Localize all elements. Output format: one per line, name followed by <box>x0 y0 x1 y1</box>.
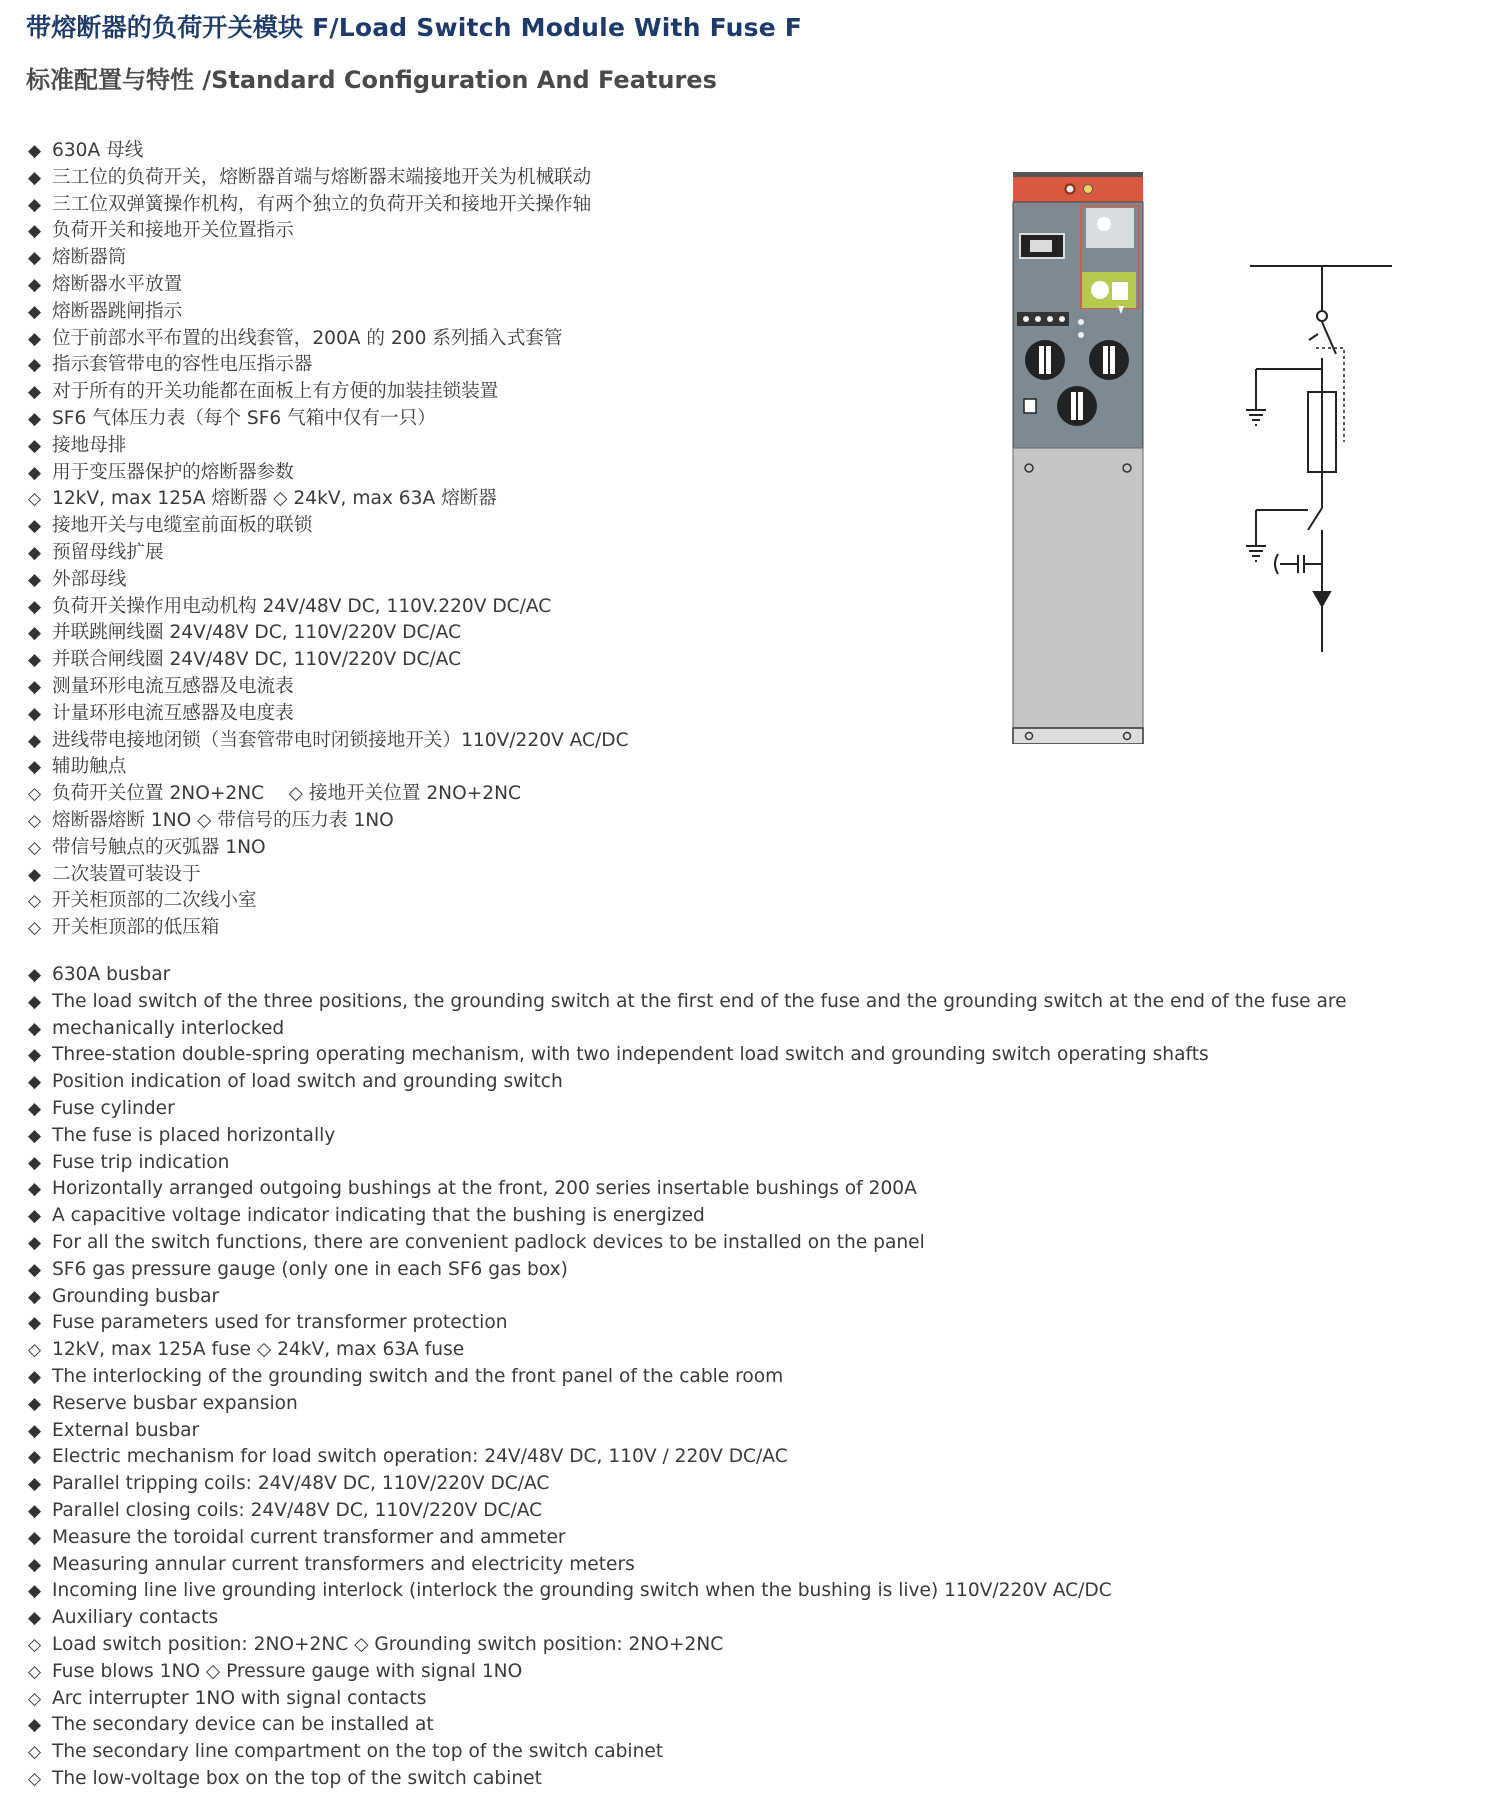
indicator-lamp-yellow <box>1084 185 1093 194</box>
en-feature-text: For all the switch functions, there are convenient padlock devices to be installed on the panel <box>52 1231 925 1253</box>
zh-feature-text: 负荷开关位置 2NO+2NC ◇ 接地开关位置 2NO+2NC <box>52 783 522 805</box>
filled-diamond-icon: ◆ <box>28 248 42 269</box>
filled-diamond-icon: ◆ <box>28 516 42 537</box>
filled-diamond-icon: ◆ <box>28 1313 42 1334</box>
filled-diamond-icon: ◆ <box>28 382 42 403</box>
filled-diamond-icon: ◆ <box>28 1393 42 1414</box>
filled-diamond-icon: ◆ <box>28 1420 42 1441</box>
zh-feature-text: 熔断器跳闸指示 <box>52 300 183 322</box>
zh-feature-text: 熔断器筒 <box>52 247 127 269</box>
mimic-diagram-box <box>1086 208 1134 248</box>
zh-feature-text: 负荷开关操作用电动机构 24V/48V DC, 110V.220V DC/AC <box>52 595 552 617</box>
en-feature-text: Fuse trip indication <box>52 1151 230 1173</box>
en-feature-item <box>28 1739 1347 1766</box>
zh-feature-text: 预留母线扩展 <box>52 541 164 563</box>
zh-feature-item <box>28 272 629 299</box>
zh-feature-text: 负荷开关和接地开关位置指示 <box>52 220 294 242</box>
en-feature-text: Grounding busbar <box>52 1285 220 1307</box>
en-feature-item <box>28 1150 1347 1177</box>
en-feature-text: A capacitive voltage indicator indicating that the bushing is energized <box>52 1205 705 1227</box>
en-feature-item <box>28 1123 1347 1150</box>
zh-feature-item <box>28 513 629 540</box>
zh-feature-item <box>28 674 629 701</box>
filled-diamond-icon: ◆ <box>28 1125 42 1146</box>
filled-diamond-icon: ◆ <box>28 757 42 778</box>
en-feature-text: Horizontally arranged outgoing bushings at the front, 200 series insertable bushings of 200A <box>52 1178 917 1200</box>
filled-diamond-icon: ◆ <box>28 274 42 295</box>
en-feature-text: Position indication of load switch and grounding switch <box>52 1071 563 1093</box>
hollow-diamond-icon: ◇ <box>28 891 42 912</box>
zh-feature-text: 12kV, max 125A 熔断器 ◇ 24kV, max 63A 熔断器 <box>52 488 497 510</box>
zh-feature-text: 进线带电接地闭锁（当套管带电时闭锁接地开关）110V/220V AC/DC <box>52 729 629 751</box>
zh-feature-text: 并联合闸线圈 24V/48V DC, 110V/220V DC/AC <box>52 649 462 671</box>
hollow-diamond-icon: ◇ <box>28 784 42 805</box>
filled-diamond-icon: ◆ <box>28 623 42 644</box>
padlock-device <box>1024 399 1036 413</box>
en-feature-text: Electric mechanism for load switch operation: 24V/48V DC, 110V / 220V DC/AC <box>52 1446 788 1468</box>
en-feature-item <box>28 1391 1347 1418</box>
filled-diamond-icon: ◆ <box>28 355 42 376</box>
en-feature-text: Incoming line live grounding interlock (interlock the grounding switch when the bushing is live) 110V/220V AC/DC <box>52 1580 1112 1602</box>
zh-feature-text: 熔断器水平放置 <box>52 273 183 295</box>
en-feature-item <box>28 1096 1347 1123</box>
en-feature-text: Load switch position: 2NO+2NC ◇ Grounding switch position: 2NO+2NC <box>52 1633 724 1655</box>
filled-diamond-icon: ◆ <box>28 676 42 697</box>
cable-compartment-door <box>1013 448 1143 728</box>
filled-diamond-icon: ◆ <box>28 408 42 429</box>
zh-feature-text: 辅助触点 <box>52 756 127 778</box>
en-feature-text: The low-voltage box on the top of the switch cabinet <box>52 1767 542 1789</box>
en-feature-item <box>28 1418 1347 1445</box>
en-feature-item <box>28 1712 1347 1739</box>
filled-diamond-icon: ◆ <box>28 462 42 483</box>
en-feature-item <box>28 1525 1347 1552</box>
filled-diamond-icon: ◆ <box>28 991 42 1012</box>
en-feature-text: Reserve busbar expansion <box>52 1392 298 1414</box>
zh-feature-text: 630A 母线 <box>52 140 144 161</box>
zh-feature-item <box>28 218 629 245</box>
zh-feature-text: 计量环形电流互感器及电度表 <box>52 702 294 724</box>
en-feature-item <box>28 1203 1347 1230</box>
filled-diamond-icon: ◆ <box>28 1447 42 1468</box>
zh-feature-text: 熔断器熔断 1NO ◇ 带信号的压力表 1NO <box>52 809 394 831</box>
en-feature-text: Parallel tripping coils: 24V/48V DC, 110V/220V DC/AC <box>52 1473 550 1495</box>
en-feature-text: The interlocking of the grounding switch and the front panel of the cable room <box>52 1365 784 1387</box>
zh-feature-item <box>28 594 629 621</box>
capacitive-indicator-symbol <box>1275 554 1278 574</box>
zh-feature-item <box>28 379 629 406</box>
zh-feature-text: 开关柜顶部的二次线小室 <box>52 890 257 912</box>
filled-diamond-icon: ◆ <box>28 167 42 188</box>
en-feature-item <box>28 1444 1347 1471</box>
load-switch-blade <box>1322 322 1336 354</box>
zh-feature-text: 位于前部水平布置的出线套管，200A 的 200 系列插入式套管 <box>52 327 563 349</box>
filled-diamond-icon: ◆ <box>28 703 42 724</box>
earthing-switch-blade <box>1308 508 1322 530</box>
zh-feature-item <box>28 567 629 594</box>
zh-feature-item <box>28 406 629 433</box>
filled-diamond-icon: ◆ <box>28 864 42 885</box>
zh-feature-text: 外部母线 <box>52 568 127 590</box>
zh-feature-item <box>28 781 629 808</box>
indicator-lamp-red <box>1066 185 1075 194</box>
en-feature-item <box>28 1632 1347 1659</box>
filled-diamond-icon: ◆ <box>28 1554 42 1575</box>
zh-feature-text: 接地开关与电缆室前面板的联锁 <box>52 515 313 537</box>
en-feature-text: Measure the toroidal current transformer and ammeter <box>52 1526 566 1548</box>
zh-feature-item <box>28 888 629 915</box>
filled-diamond-icon: ◆ <box>28 435 42 456</box>
en-feature-text: The secondary device can be installed at <box>52 1714 434 1736</box>
en-feature-text: The secondary line compartment on the top of the switch cabinet <box>52 1741 664 1763</box>
mechanical-interlock-dotted <box>1316 348 1344 442</box>
en-feature-text: 630A busbar <box>52 964 171 985</box>
switchgear-cabinet-illustration <box>1008 172 1148 744</box>
en-feature-item <box>28 1230 1347 1257</box>
filled-diamond-icon: ◆ <box>28 1045 42 1066</box>
cabinet-top-strip <box>1013 176 1143 202</box>
page-title: 带熔断器的负荷开关模块 F/Load Switch Module With Fuse F <box>26 13 803 42</box>
hollow-diamond-icon: ◇ <box>28 1688 42 1709</box>
en-feature-item <box>28 1578 1347 1605</box>
zh-feature-text: 测量环形电流互感器及电流表 <box>52 675 294 697</box>
filled-diamond-icon: ◆ <box>28 1474 42 1495</box>
feature-list-english <box>28 962 1347 1793</box>
zh-feature-item <box>28 862 629 889</box>
hollow-diamond-icon: ◇ <box>28 489 42 510</box>
filled-diamond-icon: ◆ <box>28 965 42 985</box>
zh-feature-text: 对于所有的开关功能都在面板上有方便的加装挂锁装置 <box>52 381 499 403</box>
en-feature-text: 12kV, max 125A fuse ◇ 24kV, max 63A fuse <box>52 1339 465 1361</box>
en-feature-item <box>28 989 1347 1016</box>
filled-diamond-icon: ◆ <box>28 542 42 563</box>
en-feature-text: Fuse parameters used for transformer protection <box>52 1312 508 1334</box>
en-feature-text: mechanically interlocked <box>52 1017 285 1039</box>
filled-diamond-icon: ◆ <box>28 1715 42 1736</box>
zh-feature-item <box>28 433 629 460</box>
zh-feature-item <box>28 808 629 835</box>
en-feature-item <box>28 1016 1347 1043</box>
zh-feature-item <box>28 299 629 326</box>
filled-diamond-icon: ◆ <box>28 569 42 590</box>
filled-diamond-icon: ◆ <box>28 1581 42 1602</box>
zh-feature-item <box>28 245 629 272</box>
zh-feature-text: 二次装置可装设于 <box>52 863 201 885</box>
en-feature-text: The fuse is placed horizontally <box>52 1124 336 1146</box>
zh-feature-item <box>28 352 629 379</box>
en-feature-item <box>28 1498 1347 1525</box>
zh-feature-text: 指示套管带电的容性电压指示器 <box>52 354 313 376</box>
filled-diamond-icon: ◆ <box>28 1500 42 1521</box>
filled-diamond-icon: ◆ <box>28 221 42 242</box>
filled-diamond-icon: ◆ <box>28 1206 42 1227</box>
zh-feature-text: SF6 气体压力表（每个 SF6 气箱中仅有一只） <box>52 407 436 429</box>
en-feature-item <box>28 1337 1347 1364</box>
filled-diamond-icon: ◆ <box>28 301 42 322</box>
zh-feature-text: 开关柜顶部的低压箱 <box>52 917 220 939</box>
en-feature-item <box>28 1605 1347 1632</box>
filled-diamond-icon: ◆ <box>28 1259 42 1280</box>
en-feature-item <box>28 962 1347 989</box>
hollow-diamond-icon: ◇ <box>28 1742 42 1763</box>
zh-feature-item <box>28 620 629 647</box>
en-feature-item <box>28 1042 1347 1069</box>
filled-diamond-icon: ◆ <box>28 1152 42 1173</box>
filled-diamond-icon: ◆ <box>28 1179 42 1200</box>
en-feature-text: Parallel closing coils: 24V/48V DC, 110V/220V DC/AC <box>52 1499 543 1521</box>
filled-diamond-icon: ◆ <box>28 730 42 751</box>
zh-feature-text: 带信号触点的灭弧器 1NO <box>52 836 266 858</box>
hollow-diamond-icon: ◇ <box>28 1634 42 1655</box>
en-feature-item <box>28 1659 1347 1686</box>
zh-feature-text: 并联跳闸线圈 24V/48V DC, 110V/220V DC/AC <box>52 622 462 644</box>
zh-feature-item <box>28 915 629 942</box>
filled-diamond-icon: ◆ <box>28 1286 42 1307</box>
hollow-diamond-icon: ◇ <box>28 918 42 939</box>
zh-feature-item <box>28 540 629 567</box>
filled-diamond-icon: ◆ <box>28 1098 42 1119</box>
en-feature-item <box>28 1257 1347 1284</box>
zh-feature-text: 用于变压器保护的熔断器参数 <box>52 461 294 483</box>
zh-feature-text: 接地母排 <box>52 434 127 456</box>
en-feature-item <box>28 1176 1347 1203</box>
en-feature-text: Measuring annular current transformers and electricity meters <box>52 1553 635 1575</box>
filled-diamond-icon: ◆ <box>28 141 42 161</box>
en-feature-item <box>28 1552 1347 1579</box>
hollow-diamond-icon: ◇ <box>28 1661 42 1682</box>
en-feature-text: Three-station double-spring operating mechanism, with two independent load switch and grounding switch operating shafts <box>52 1044 1209 1066</box>
filled-diamond-icon: ◆ <box>28 1608 42 1629</box>
zh-feature-item <box>28 835 629 862</box>
zh-feature-item <box>28 728 629 755</box>
zh-feature-item <box>28 138 629 165</box>
filled-diamond-icon: ◆ <box>28 1232 42 1253</box>
zh-feature-item <box>28 165 629 192</box>
zh-feature-text: 三工位双弹簧操作机构，有两个独立的负荷开关和接地开关操作轴 <box>52 193 592 215</box>
en-feature-item <box>28 1766 1347 1793</box>
filled-diamond-icon: ◆ <box>28 596 42 617</box>
zh-feature-item <box>28 754 629 781</box>
en-feature-item <box>28 1471 1347 1498</box>
single-line-diagram <box>1236 262 1396 652</box>
page-subtitle: 标准配置与特性 /Standard Configuration And Features <box>26 66 717 94</box>
en-feature-item <box>28 1310 1347 1337</box>
en-feature-text: The load switch of the three positions, the grounding switch at the first end of the fuse and the grounding switch at the end of the fuse are <box>52 990 1347 1012</box>
en-feature-item <box>28 1686 1347 1713</box>
en-feature-text: SF6 gas pressure gauge (only one in each SF6 gas box) <box>52 1258 568 1280</box>
en-feature-text: Fuse cylinder <box>52 1097 175 1119</box>
zh-feature-item <box>28 701 629 728</box>
cable-termination-arrow <box>1314 592 1330 606</box>
hollow-diamond-icon: ◇ <box>28 1768 42 1789</box>
en-feature-item <box>28 1284 1347 1311</box>
filled-diamond-icon: ◆ <box>28 1018 42 1039</box>
en-feature-item <box>28 1069 1347 1096</box>
feature-list-chinese <box>28 138 629 942</box>
filled-diamond-icon: ◆ <box>28 1072 42 1093</box>
en-feature-item <box>28 1364 1347 1391</box>
en-feature-text: Arc interrupter 1NO with signal contacts <box>52 1687 427 1709</box>
disconnect-contact <box>1317 311 1327 321</box>
zh-feature-item <box>28 647 629 674</box>
hollow-diamond-icon: ◇ <box>28 810 42 831</box>
filled-diamond-icon: ◆ <box>28 328 42 349</box>
filled-diamond-icon: ◆ <box>28 650 42 671</box>
zh-feature-item <box>28 460 629 487</box>
filled-diamond-icon: ◆ <box>28 1366 42 1387</box>
zh-feature-item <box>28 486 629 513</box>
en-feature-text: Auxiliary contacts <box>52 1607 219 1629</box>
filled-diamond-icon: ◆ <box>28 194 42 215</box>
filled-diamond-icon: ◆ <box>28 1527 42 1548</box>
zh-feature-item <box>28 326 629 353</box>
hollow-diamond-icon: ◇ <box>28 837 42 858</box>
en-feature-text: Fuse blows 1NO ◇ Pressure gauge with signal 1NO <box>52 1660 523 1682</box>
zh-feature-item <box>28 192 629 219</box>
zh-feature-text: 三工位的负荷开关，熔断器首端与熔断器末端接地开关为机械联动 <box>52 166 592 188</box>
en-feature-text: External busbar <box>52 1419 200 1441</box>
hollow-diamond-icon: ◇ <box>28 1340 42 1361</box>
